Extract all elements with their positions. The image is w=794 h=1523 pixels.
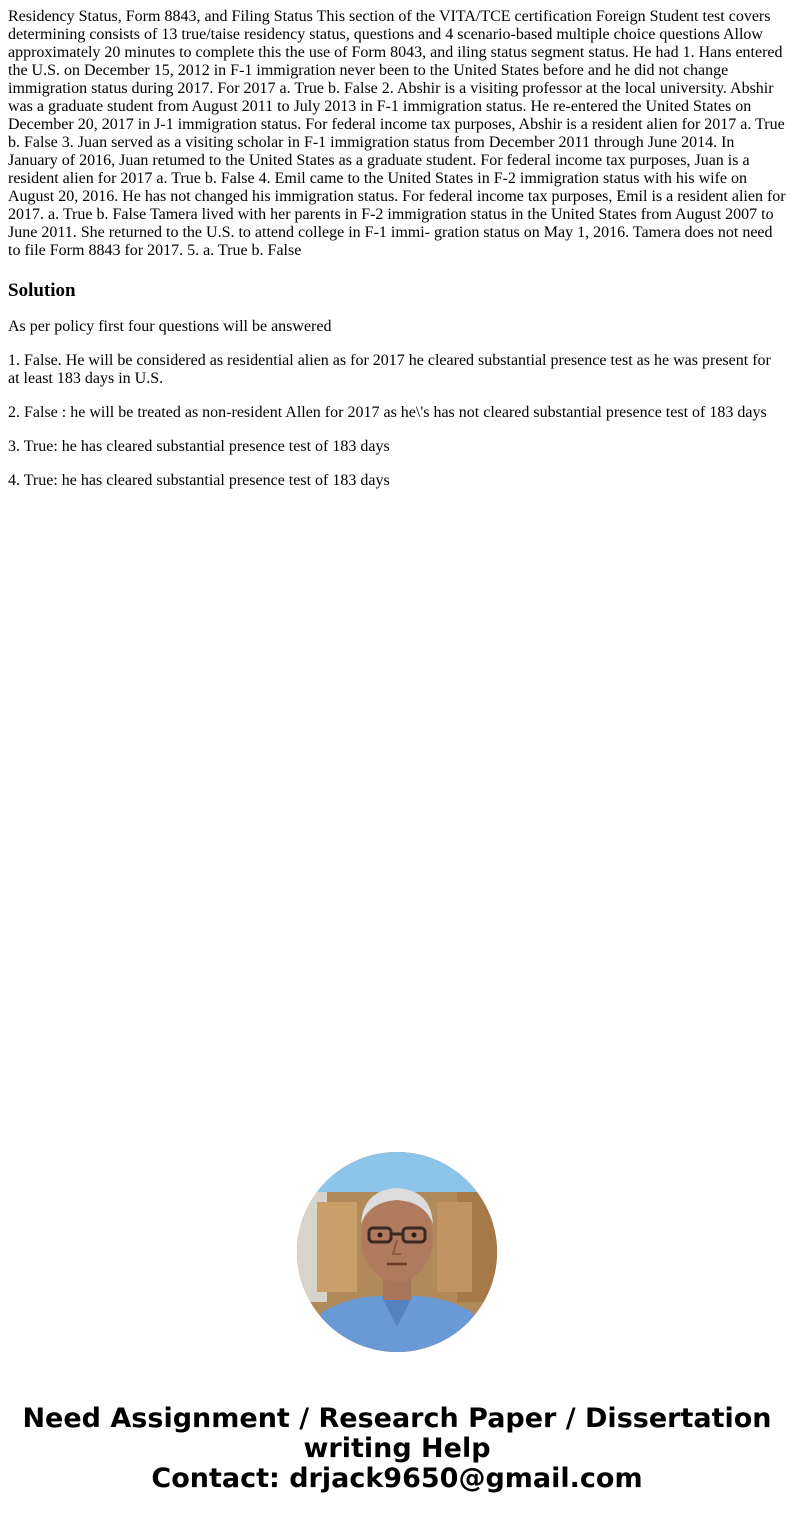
- promo-line-2: writing Help: [303, 1433, 491, 1464]
- avatar: [297, 1152, 497, 1352]
- question-text: Residency Status, Form 8843, and Filing Status This section of the VITA/TCE certification Foreign Student test covers determining consists of 13 true/taise residency status, questions and 4 scenario-based multiple choice questions Allow approximately 20 minutes to complete this the use of Form 8043, and iling status segment status. He had 1. Hans entered the U.S. on December 15, 2012 in F-1 immigration never been to the United States before and he did not change immigration status during 2017. For 2017 a. True b. False 2. Abshir is a visiting professor at the local university. Abshir was a graduate student from August 2011 to July 2013 in F-1 immigration status. He re-entered the United States on December 20, 2017 in J-1 immigration status. For federal income tax purposes, Abshir is a resident alien for 2017 a. True b. False 3. Juan served as a visiting scholar in F-1 immigration status from December 2011 through June 2014. In January of 2016, Juan retumed to the United States as a graduate student. For federal income tax purposes, Juan is a resident alien for 2017 a. True b. False 4. Emil came to the United States in F-2 immigration status with his wife on August 20, 2016. He has not changed his immigration status. For federal income tax purposes, Emil is a resident alien for 2017. a. True b. False Tamera lived with her parents in F-2 immigration status in the United States from August 2007 to June 2011. She returned to the U.S. to attend college in F-1 immi- gration status on May 1, 2016. Tamera does not need to file Form 8843 for 2017. 5. a. True b. False: [8, 8, 786, 259]
- solution-heading: Solution: [8, 280, 76, 301]
- promo-line-1: Need Assignment / Research Paper / Dissertation: [22, 1403, 772, 1434]
- promo-contact[interactable]: Contact: drjack9650@gmail.com: [151, 1463, 643, 1494]
- avatar-portrait-icon: [297, 1152, 497, 1352]
- answer-1: 1. False. He will be considered as residential alien as for 2017 he cleared substantial presence test as he was present for at least 183 days in U.S.: [8, 352, 771, 387]
- answer-2: 2. False : he will be treated as non-resident Allen for 2017 as he\'s has not cleared substantial presence test of 183 days: [8, 404, 767, 421]
- answer-4: 4. True: he has cleared substantial presence test of 183 days: [8, 472, 390, 489]
- solution-intro: As per policy first four questions will be answered: [8, 318, 332, 335]
- promo-text: [0, 1404, 794, 1494]
- promo-block: [0, 1152, 794, 1494]
- answer-3: 3. True: he has cleared substantial presence test of 183 days: [8, 438, 390, 455]
- page-content: [0, 0, 794, 490]
